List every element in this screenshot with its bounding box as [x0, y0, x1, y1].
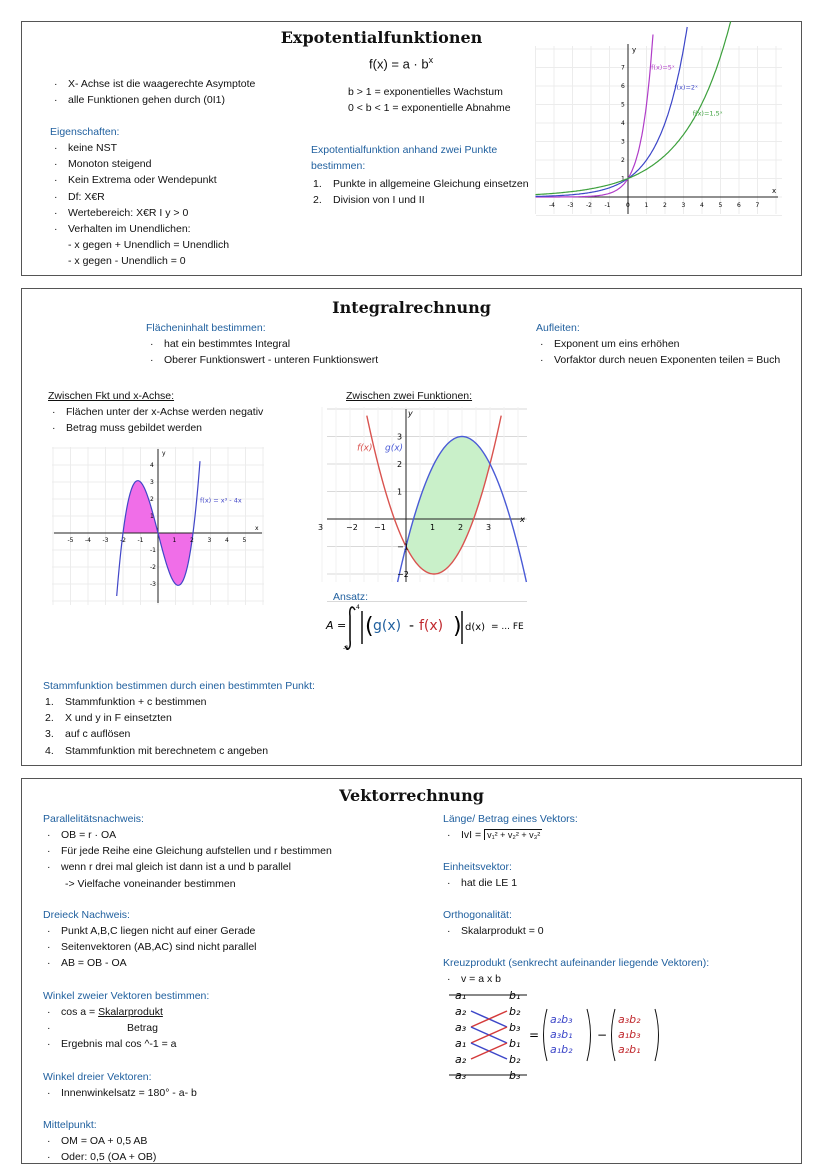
x-tick: 3: [681, 202, 686, 209]
vek-angle-den: · Betrag: [43, 1020, 177, 1036]
int-graph2: [318, 407, 527, 582]
x-tick: 4: [700, 202, 704, 209]
exp-formula: $f(x) = a \cdot b^x$: [369, 55, 434, 72]
vek-len-head: Länge/ Betrag eines Vektors:: [443, 813, 578, 825]
vek-par-list: [43, 827, 332, 876]
int-aufleiten-item: · Exponent um eins erhöhen: [536, 336, 780, 352]
exp-intro-item: · X- Achse ist die waagerechte Asymptote: [50, 76, 255, 92]
int-area-item: · hat ein bestimmtes Integral: [146, 336, 378, 352]
ansatz-g: g(x): [373, 618, 402, 634]
int-aufleiten-item: · Vorfaktor durch neuen Exponenten teilen = Buch: [536, 352, 780, 368]
y-axis-label: y: [162, 450, 166, 457]
vek-angle3-head: Winkel dreier Vektoren:: [43, 1071, 152, 1083]
vek-tri-list: [43, 923, 257, 972]
vek-angle-item: · cos a = Skalarprodukt: [43, 1004, 177, 1020]
int-stamm-item: 1. Stammfunktion + c bestimmen: [45, 696, 207, 708]
vek-mid-list: [43, 1133, 156, 1165]
vek-unit-list: [443, 875, 517, 891]
cross-product-scheme: [447, 989, 697, 1095]
exp-curve: [536, 27, 688, 196]
int-area-list: [146, 336, 378, 368]
x-axis-label: x: [255, 525, 259, 532]
bracket-open: (: [365, 614, 374, 639]
x-tick: -4: [549, 202, 555, 209]
y-tick: 3: [397, 432, 403, 442]
x-tick: 3: [318, 523, 324, 532]
cross-left: a₁: [455, 989, 467, 1002]
y-tick: 1: [621, 175, 625, 183]
vek-par-head: Parallelitätsnachweis:: [43, 813, 144, 825]
vek-angle-list: [43, 1004, 177, 1053]
vek-mid-item: · Oder: 0,5 (OA + OB): [43, 1149, 156, 1165]
exp-graph: [536, 42, 782, 217]
x-tick: 3: [207, 537, 212, 544]
x-tick: 5: [718, 202, 723, 209]
int-xaxis-list: [48, 404, 263, 436]
exp-props-list: [50, 140, 217, 237]
y-axis-label: y: [408, 409, 413, 418]
exp-prop-item: · Kein Extrema oder Wendepunkt: [50, 172, 217, 188]
cross-v2: a₂b₁: [618, 1043, 641, 1056]
exp-prop-item: · Wertebereich: X€R I y > 0: [50, 205, 217, 221]
paren-l1: [544, 1009, 548, 1061]
vek-cross-list: [443, 971, 501, 987]
paren-r2: [655, 1009, 659, 1061]
exp-card: [21, 21, 802, 276]
exp-twopoints-head: Expotentialfunktion anhand zwei Punkte bestimmen:: [311, 144, 498, 173]
cross-v1: a₁b₂: [550, 1043, 573, 1056]
cross-left: a₁: [455, 1037, 467, 1050]
x-tick: -3: [102, 537, 109, 544]
exp-prop-item: · keine NST: [50, 140, 217, 156]
y-tick: 4: [150, 462, 154, 469]
paren-l2: [612, 1009, 616, 1061]
cross-v2: a₃b₂: [618, 1013, 641, 1026]
vek-par-note: -> Vielfache voneinander bestimmen: [65, 878, 236, 890]
cross-eq: =: [529, 1028, 540, 1042]
int-stamm-item: 3. auf c auflösen: [45, 728, 131, 741]
f-label: f(x): [357, 443, 373, 454]
y-tick: -2: [150, 564, 156, 571]
exp-b-cases: b > 1 = exponentielles Wachstum 0 < b < 1 = exponentielle Abnahme: [348, 86, 511, 115]
y-tick: -3: [150, 581, 156, 588]
y-tick: 4: [621, 120, 625, 127]
x-tick: 6: [737, 202, 741, 209]
y-tick: −1: [397, 542, 409, 552]
y-tick: 2: [397, 460, 403, 469]
exp-prop-item: · Monoton steigend: [50, 156, 217, 172]
ansatz-A: A =: [326, 619, 347, 632]
x-tick: -1: [137, 537, 144, 544]
x-tick: 2: [663, 202, 667, 209]
x-tick: -2: [586, 202, 592, 209]
int-xaxis-item: · Flächen unter der x-Achse werden negativ: [48, 404, 263, 420]
x-tick: 1: [644, 202, 649, 209]
vek-par-item: · wenn r drei mal gleich ist dann ist a und b parallel: [43, 859, 332, 875]
curve-label: f(x)=2ˣ: [674, 83, 698, 92]
vek-angle-item: · Ergebnis mal cos ^-1 = a: [43, 1036, 177, 1052]
int-title: Integralrechnung: [332, 298, 491, 317]
int-area-item: · Oberer Funktionswert - unteren Funktionswert: [146, 352, 378, 368]
int-stamm-list: [43, 694, 268, 759]
y-tick: 1: [150, 513, 154, 520]
vek-tri-head: Dreieck Nachweis:: [43, 909, 130, 921]
cross-left: a₃: [455, 1021, 467, 1034]
x-tick: 2: [190, 537, 194, 544]
x-tick: -4: [85, 537, 91, 544]
vek-par-item: · Für jede Reihe eine Gleichung aufstellen und r bestimmen: [43, 843, 332, 859]
exp-props-head: Eigenschaften:: [50, 126, 120, 138]
vek-mid-item: · OM = OA + 0,5 AB: [43, 1133, 156, 1149]
integral-sign: [345, 607, 355, 649]
ansatz-minus: -: [409, 618, 415, 634]
ansatz-eq: = ... FE: [491, 622, 524, 632]
x-tick: -3: [567, 202, 574, 209]
y-tick: 7: [621, 64, 625, 72]
y-tick: 3: [150, 479, 154, 486]
vek-mid-head: Mittelpunkt:: [43, 1119, 97, 1131]
cross-left: a₂: [455, 1053, 467, 1066]
cross-right: b₂: [509, 1005, 521, 1018]
curve-label: f(x) = x³ - 4x: [200, 496, 242, 505]
vek-orth-list: [443, 923, 544, 939]
x-axis-label: x: [772, 187, 777, 195]
vek-unit-head: Einheitsvektor:: [443, 861, 512, 873]
x-tick: 1: [172, 537, 177, 544]
ansatz-dx: d(x): [465, 622, 486, 633]
exp-infinity: - x gegen + Unendlich = Unendlich - x gegen - Unendlich = 0: [68, 239, 230, 268]
cross-left: a₃: [455, 1069, 467, 1082]
curve-label: f(x)=1,5ˣ: [692, 109, 723, 118]
x-tick: 3: [486, 523, 492, 532]
exp-twopoints-list: [311, 176, 529, 208]
vek-orth-head: Orthogonalität:: [443, 909, 512, 921]
cross-v2: a₁b₃: [618, 1028, 641, 1041]
cross-right: b₂: [509, 1053, 521, 1066]
cross-left: a₂: [455, 1005, 467, 1018]
between-fill: [406, 437, 490, 575]
vek-angle3-list: [43, 1085, 197, 1101]
cross-right: b₃: [509, 1069, 521, 1082]
cross-minus: −: [597, 1028, 608, 1042]
y-tick: 2: [150, 496, 154, 503]
bracket-close: ): [453, 614, 462, 639]
int-graph1: [52, 447, 264, 605]
y-tick: 2: [621, 157, 625, 164]
y-tick: 3: [621, 138, 625, 146]
cross-right: b₁: [509, 1037, 521, 1050]
vek-unit-item: · hat die LE 1: [443, 875, 517, 891]
vek-orth-item: · Skalarprodukt = 0: [443, 923, 544, 939]
int-ansatz-head: Ansatz:: [333, 591, 369, 603]
y-tick: 1: [397, 487, 403, 497]
vek-title: Vektorrechnung: [339, 786, 484, 805]
x-tick: 5: [242, 537, 247, 544]
vek-card: [21, 778, 802, 1164]
y-tick: 5: [621, 101, 625, 109]
int-aufleiten-list: [536, 336, 780, 368]
int-ansatz-formula: [322, 602, 542, 652]
exp-prop-item: · Verhalten im Unendlichen:: [50, 221, 217, 237]
x-tick: -2: [120, 537, 126, 544]
int-card: [21, 288, 802, 766]
x-tick: -1: [604, 202, 611, 209]
x-tick: 2: [458, 523, 464, 532]
vek-cross-item: · v = a x b: [443, 971, 501, 987]
ansatz-upper: 4: [356, 604, 360, 611]
y-tick: 6: [621, 83, 625, 90]
x-tick: −2: [346, 523, 358, 532]
int-stamm-item: 2. X und y in F einsetzten: [45, 712, 172, 725]
cross-v1: a₃b₁: [550, 1028, 573, 1041]
vek-len-list: [443, 827, 542, 843]
y-axis-label: y: [632, 46, 637, 54]
ansatz-lower: -1: [343, 645, 349, 652]
vek-par-item: · OB = r · OA: [43, 827, 332, 843]
cross-right: b₁: [509, 989, 521, 1002]
exp-twopoints-item: 2. Division von I und II: [313, 194, 425, 207]
int-xaxis-item: · Betrag muss gebildet werden: [48, 420, 263, 436]
vek-tri-item: · Seitenvektoren (AB,AC) sind nicht parallel: [43, 939, 257, 955]
int-area-head: Flächeninhalt bestimmen:: [146, 322, 266, 334]
vek-len-item: · IvI = v₁² + v₂² + v₃²: [443, 827, 542, 843]
vek-angle-head: Winkel zweier Vektoren bestimmen:: [43, 990, 210, 1002]
cross-v1: a₂b₃: [550, 1013, 573, 1026]
exp-title: Expotentialfunktionen: [280, 28, 483, 47]
x-tick: 0: [626, 202, 630, 209]
cross-right: b₃: [509, 1021, 521, 1034]
int-xaxis-head: Zwischen Fkt und x-Achse:: [48, 390, 175, 402]
y-tick: −2: [397, 570, 409, 579]
vek-tri-item: · Punkt A,B,C liegen nicht auf einer Gerade: [43, 923, 257, 939]
int-stamm-item: 4. Stammfunktion mit berechnetem c angeben: [45, 744, 269, 757]
exp-prop-item: · Df: X€R: [50, 189, 217, 205]
int-two-head: Zwischen zwei Funktionen:: [346, 390, 473, 402]
ansatz-f: f(x): [419, 618, 444, 634]
int-stamm-head: Stammfunktion bestimmen durch einen bestimmten Punkt:: [43, 680, 315, 692]
int-aufleiten-head: Aufleiten:: [536, 322, 580, 334]
vek-tri-item: · AB = OB - OA: [43, 955, 257, 971]
curve-label: f(x)=5ˣ: [651, 63, 675, 72]
x-tick: -5: [67, 537, 74, 544]
paren-r1: [587, 1009, 591, 1061]
vek-angle3-item: · Innenwinkelsatz = 180° - a- b: [43, 1085, 197, 1101]
exp-intro-item: · alle Funktionen gehen durch (0I1): [50, 92, 255, 108]
exp-intro-list: [50, 76, 255, 108]
x-tick: 1: [430, 523, 436, 532]
x-tick: −1: [374, 523, 386, 532]
x-tick: 4: [225, 537, 229, 544]
y-tick: -1: [150, 547, 156, 554]
g-label: g(x): [385, 443, 404, 454]
x-axis-label: x: [520, 515, 525, 524]
exp-twopoints-item: 1. Punkte in allgemeine Gleichung einsetzen: [313, 178, 529, 190]
vek-cross-head: Kreuzprodukt (senkrecht aufeinander liegende Vektoren):: [443, 957, 710, 969]
x-tick: 7: [755, 202, 760, 209]
